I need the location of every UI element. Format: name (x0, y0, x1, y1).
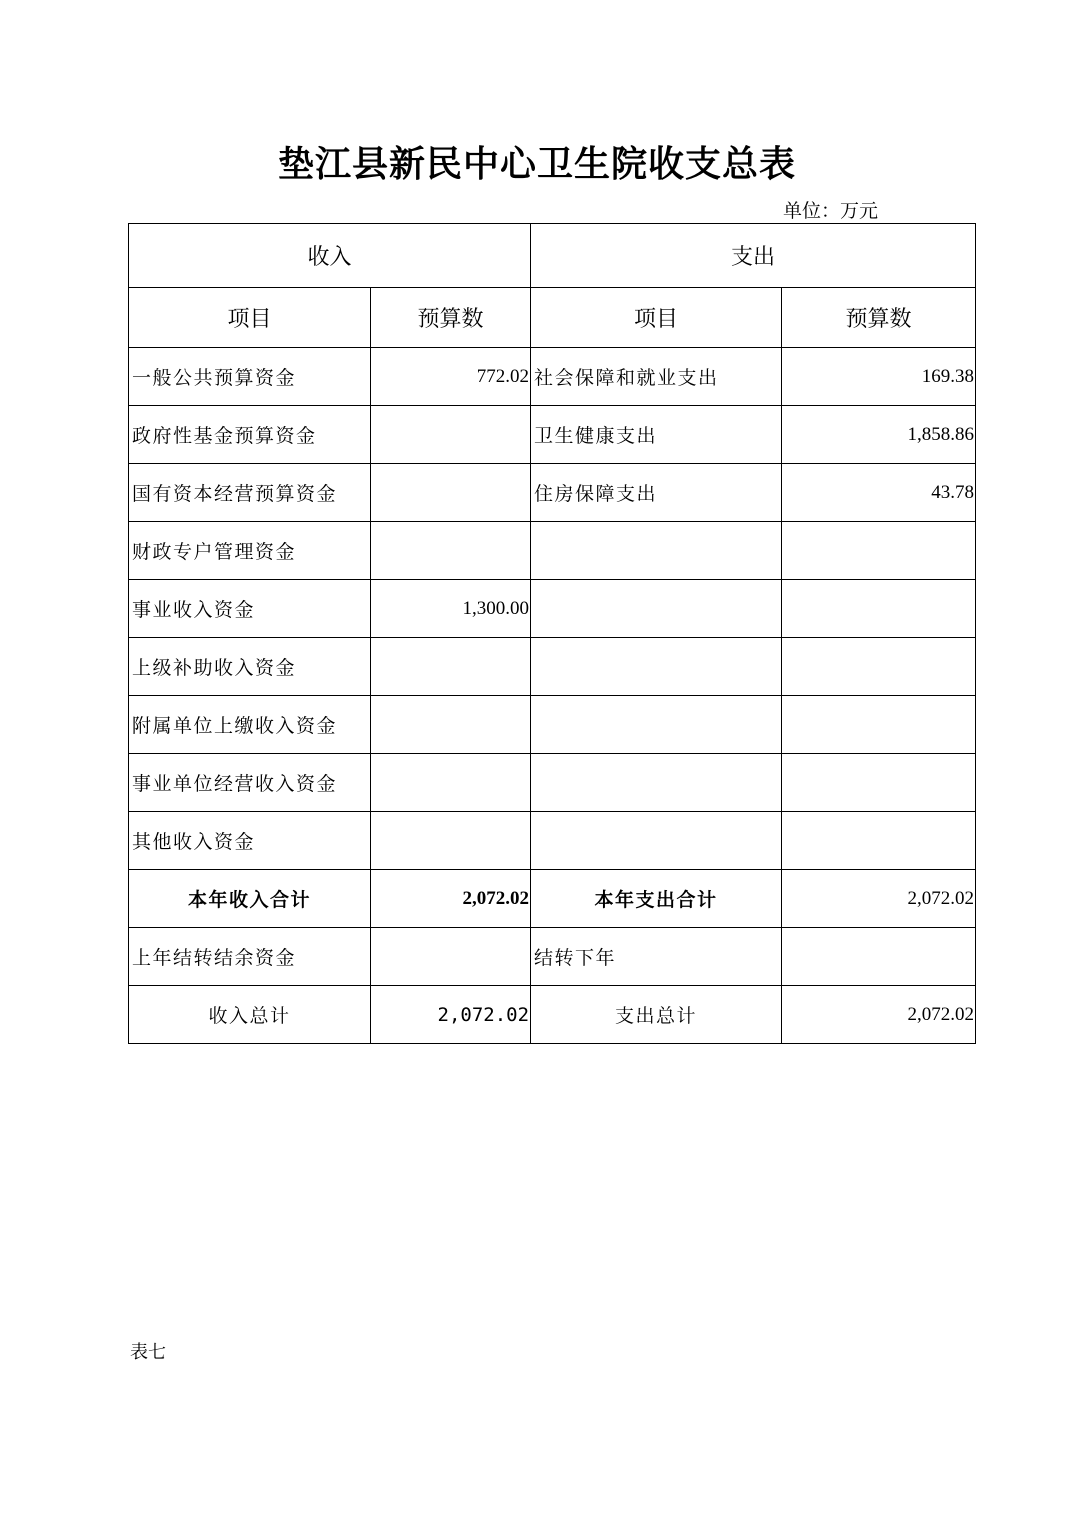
expense-budget-column-header: 预算数 (782, 288, 976, 348)
expense-item-column-header: 项目 (531, 288, 782, 348)
expense-item (531, 812, 782, 870)
income-value: 772.02 (371, 348, 531, 406)
table-number-label: 表七 (130, 1342, 166, 1363)
table-row (129, 406, 976, 464)
expense-item (531, 638, 782, 696)
grand-income-total-value: 2,072.02 (371, 986, 531, 1044)
income-value (371, 696, 531, 754)
year-income-total-label: 本年收入合计 (129, 870, 371, 928)
income-value: 1,300.00 (371, 580, 531, 638)
table-row (129, 522, 976, 580)
expense-item: 卫生健康支出 (531, 406, 782, 464)
expense-value (782, 754, 976, 812)
expense-value (782, 580, 976, 638)
income-value (371, 754, 531, 812)
year-income-total-value: 2,072.02 (371, 870, 531, 928)
expense-value: 43.78 (782, 464, 976, 522)
expense-item (531, 580, 782, 638)
income-value (371, 812, 531, 870)
income-value (371, 638, 531, 696)
table-row (129, 464, 976, 522)
income-item: 财政专户管理资金 (129, 522, 371, 580)
expense-value (782, 638, 976, 696)
income-item: 事业单位经营收入资金 (129, 754, 371, 812)
expense-value (782, 696, 976, 754)
year-expense-total-value: 2,072.02 (782, 870, 976, 928)
income-item-column-header: 项目 (129, 288, 371, 348)
income-item: 国有资本经营预算资金 (129, 464, 371, 522)
grand-expense-total-label: 支出总计 (531, 986, 782, 1044)
expense-item: 社会保障和就业支出 (531, 348, 782, 406)
table-row (129, 580, 976, 638)
table-row (129, 754, 976, 812)
table-row (129, 812, 976, 870)
carryover-expense-label: 结转下年 (531, 928, 782, 986)
grand-total-row (129, 986, 976, 1044)
carryover-income-label: 上年结转结余资金 (129, 928, 371, 986)
expense-value (782, 812, 976, 870)
income-item: 上级补助收入资金 (129, 638, 371, 696)
expense-value (782, 522, 976, 580)
year-expense-total-label: 本年支出合计 (531, 870, 782, 928)
expense-item (531, 754, 782, 812)
column-header-row (129, 288, 976, 348)
carryover-income-value (371, 928, 531, 986)
income-item: 其他收入资金 (129, 812, 371, 870)
income-budget-column-header: 预算数 (371, 288, 531, 348)
expense-item (531, 522, 782, 580)
income-expense-table (128, 223, 976, 1044)
table-row (129, 638, 976, 696)
carryover-row (129, 928, 976, 986)
expense-header: 支出 (531, 224, 976, 288)
page-title: 垫江县新民中心卫生院收支总表 (277, 143, 796, 185)
expense-value: 1,858.86 (782, 406, 976, 464)
expense-item (531, 696, 782, 754)
table-row (129, 696, 976, 754)
expense-value: 169.38 (782, 348, 976, 406)
income-item: 一般公共预算资金 (129, 348, 371, 406)
grand-income-total-label: 收入总计 (129, 986, 371, 1044)
year-total-row (129, 870, 976, 928)
income-item: 事业收入资金 (129, 580, 371, 638)
income-value (371, 406, 531, 464)
income-item: 附属单位上缴收入资金 (129, 696, 371, 754)
income-value (371, 522, 531, 580)
income-value (371, 464, 531, 522)
grand-expense-total-value: 2,072.02 (782, 986, 976, 1044)
income-header: 收入 (129, 224, 531, 288)
table-row (129, 348, 976, 406)
income-item: 政府性基金预算资金 (129, 406, 371, 464)
expense-item: 住房保障支出 (531, 464, 782, 522)
section-header-row (129, 224, 976, 288)
carryover-expense-value (782, 928, 976, 986)
unit-label: 单位：万元 (783, 200, 879, 222)
